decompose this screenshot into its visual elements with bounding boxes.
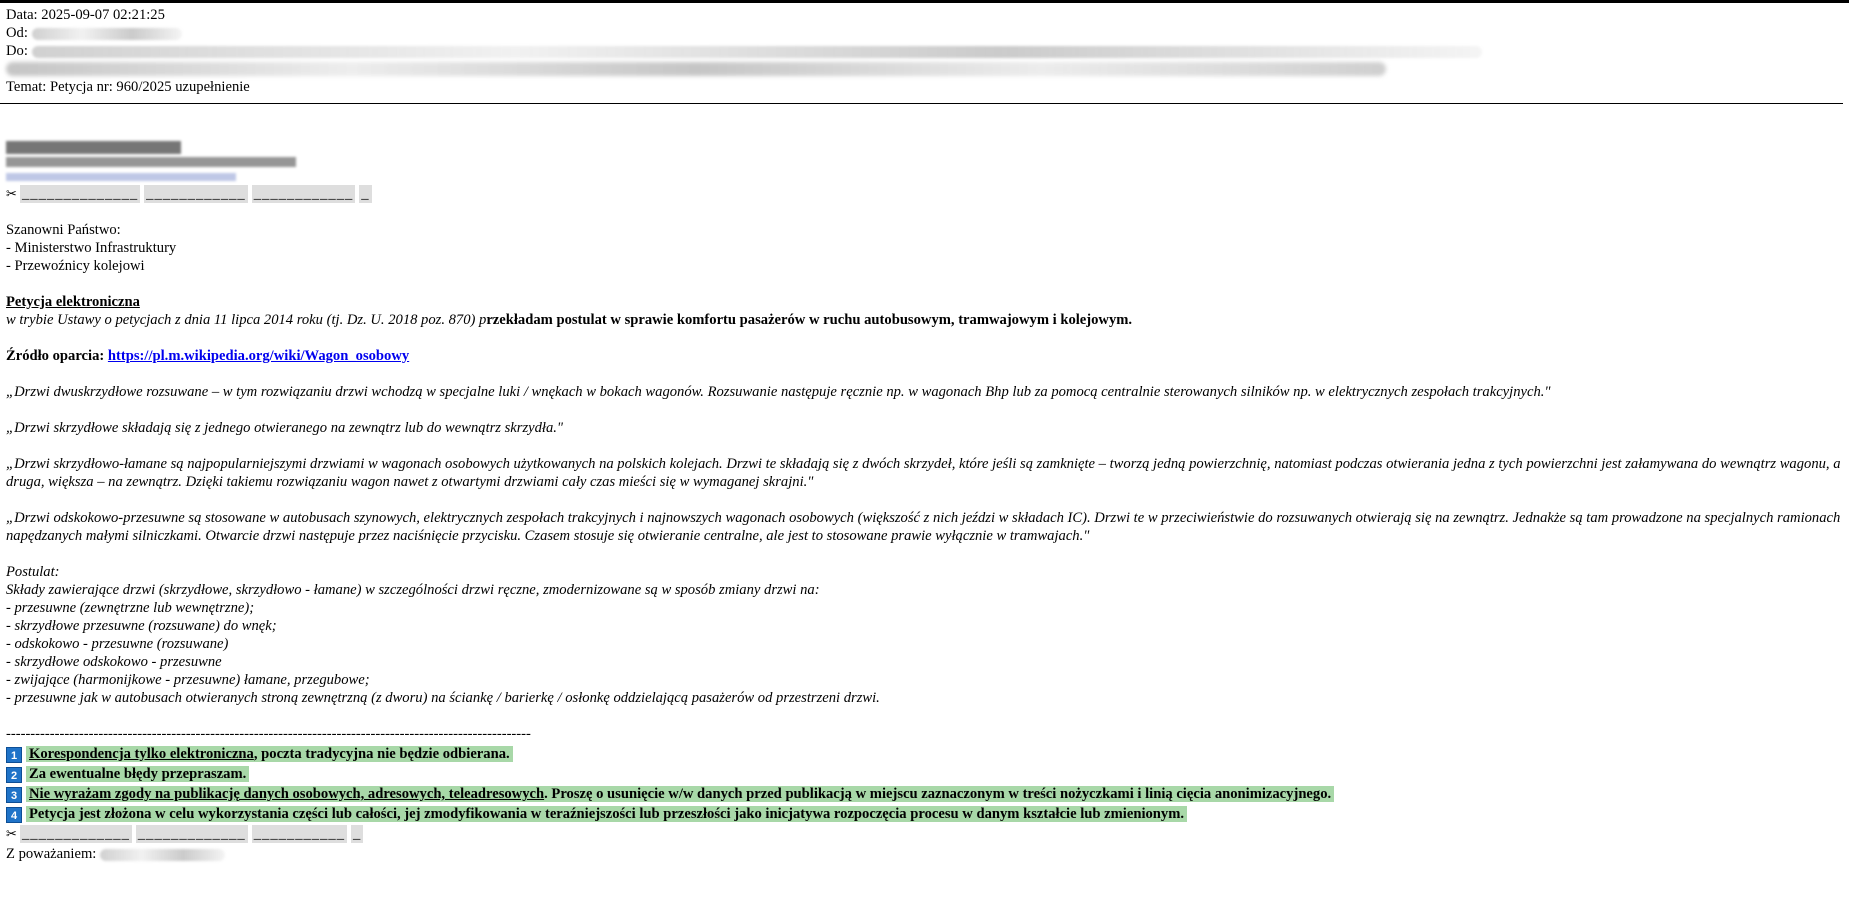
note-1: 1 Korespondencja tylko elektroniczna, poczta tradycyjna nie będzie odbierana. [6, 745, 1843, 763]
scissors-icon: ✂ [6, 826, 17, 841]
source-row [6, 347, 1843, 365]
number-4-icon: 4 [6, 807, 22, 823]
postulate-item-2: - skrzydłowe przesuwne (rozsuwane) do wnęk; [6, 618, 277, 634]
source-link[interactable]: https://pl.m.wikipedia.org/wiki/Wagon_osobowy [107, 348, 410, 364]
postulate-item-6: - przesuwne jak w autobusach otwieranych stroną zewnętrzną (z dworu) na ściankę / barierkę / osłonkę oddzielającą pasażerów od przestrzeni drzwi. [6, 690, 880, 706]
recipient-1: - Ministerstwo Infrastruktury [6, 240, 177, 256]
redacted-from [32, 28, 182, 40]
to-label: Do: [6, 43, 28, 59]
note-4: 4 Petycja jest złożona w celu wykorzystania części lub całości, jej zmodyfikowania w teraźniejszości lub przeszłości jako inicjatywa rozpoczęcia procesu w danym kształcie lub zmienionym. [6, 805, 1843, 823]
sender-logo [6, 141, 1843, 185]
postulate-item-3: - odskokowo - przesuwne (rozsuwane) [6, 636, 229, 652]
redacted-to-continued [6, 62, 1386, 76]
quote-4: „Drzwi odskokowo-przesuwne są stosowane w autobusach szynowych, elektrycznych zespołach trakcyjnych i najnowszych wagonach osobowych (większość z nich jeździ w składach IC). Drzwi te w przeciwieństwie do rozsuwanych otwierają się na zewnątrz. Jednakże są tam prowadzone na specjalnych ramionach napędzanych małymi silniczkami. Otwarcie drzwi następuje przez naciśnięcie przycisku. Czasem stosuje się otwieranie centralne, ale jest to stosowane prawie wyłącznie w tramwajach." [6, 510, 1841, 544]
to-row [6, 42, 1843, 60]
postulate-item-5: - zwijające (harmonijkowe - przesuwne) łamane, przegubowe; [6, 672, 370, 688]
quote-2: „Drzwi skrzydłowe składają się z jednego otwieranego na zewnątrz lub do wewnątrz skrzydła." [6, 420, 564, 436]
divider-line: ------------------------------------------------------------------------------------------------------------ [6, 726, 531, 742]
greeting: Szanowni Państwo: [6, 222, 121, 238]
source-label: Źródło oparcia: [6, 348, 105, 364]
number-1-icon: 1 [6, 747, 22, 763]
petition-intro: w trybie Ustawy o petycjach z dnia 11 lipca 2014 roku (tj. Dz. U. 2018 poz. 870) przekładam postulat w sprawie komfortu pasażerów w ruchu autobusowym, tramwajowym i kolejowym. [6, 312, 1133, 328]
email-view [0, 3, 1849, 96]
to-row-continued [6, 60, 1843, 78]
note-2: 2 Za ewentualne błędy przepraszam. [6, 765, 1843, 783]
note-3: 3 Nie wyrażam zgody na publikację danych osobowych, adresowych, teleadresowych. Proszę o usunięcie w/w danych przed publikacją w miejscu zaznaczonym w treści nożyczkami i linią cięcia anonimizacyjnego. [6, 785, 1843, 803]
number-3-icon: 3 [6, 787, 22, 803]
postulate-item-1: - przesuwne (zewnętrzne lub wewnętrzne); [6, 600, 255, 616]
signoff: Z poważaniem: [6, 846, 97, 862]
subject-label: Temat: [6, 79, 47, 95]
postulate-label: Postulat: [6, 564, 60, 580]
subject-value: Petycja nr: 960/2025 uzupełnienie [49, 79, 250, 95]
from-row [6, 24, 1843, 42]
signoff-row [6, 845, 1843, 863]
redacted-to [32, 46, 1482, 58]
subject-row [6, 78, 1843, 96]
postulate-item-4: - skrzydłowe odskokowo - przesuwne [6, 654, 222, 670]
date-label: Data: [6, 7, 38, 23]
scissors-icon: ✂ [6, 186, 17, 201]
postulate-intro: Składy zawierające drzwi (skrzydłowe, skrzydłowo - łamane) w szczególności drzwi ręczne, zmodernizowane są w sposób zmiany drzwi na: [6, 582, 820, 598]
petition-title: Petycja elektroniczna [6, 294, 140, 310]
cut-line-bottom: ✂ _____________ _____________ ___________ _ [6, 826, 362, 842]
quote-3: „Drzwi skrzydłowo-łamane są najpopularniejszymi drzwiami w wagonach osobowych użytkowanych na polskich kolejach. Drzwi te składają się z dwóch skrzydeł, które jeśli są zamknięte – tworzą jedną powierzchnię, natomiast podczas otwierania jedna z tych powierzchni jest załamywana do wewnątrz wagonu, a druga, większa – na zewnątrz. Dzięki takiemu rozwiązaniu wagon nawet z otwartymi drzwiami cały czas mieści się w wymaganej skrajni." [6, 456, 1841, 490]
cut-line-top: ✂ ______________ ____________ ____________ _ [6, 186, 370, 202]
recipient-2: - Przewoźnicy kolejowi [6, 258, 145, 274]
from-label: Od: [6, 25, 28, 41]
date-row [6, 6, 1843, 24]
number-2-icon: 2 [6, 767, 22, 783]
quote-1: „Drzwi dwuskrzydłowe rozsuwane – w tym rozwiązaniu drzwi wchodzą w specjalne luki / wnękach w bokach wagonów. Rozsuwanie następuje ręcznie np. w wagonach Bhp lub za pomocą centralnie sterowanych silników np. w elektrycznych zespołach trakcyjnych." [6, 384, 1551, 400]
email-body [0, 104, 1849, 863]
date-value: 2025-09-07 02:21:25 [41, 7, 165, 23]
redacted-signature [100, 849, 225, 861]
